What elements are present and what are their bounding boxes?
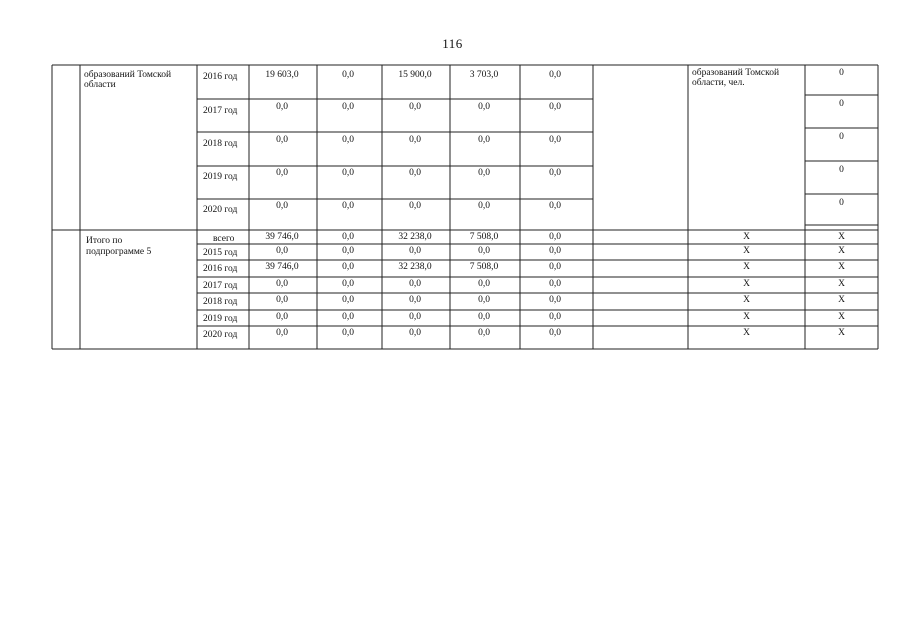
value-cell: 0,0 — [342, 328, 354, 338]
value-cell: 0,0 — [342, 232, 354, 242]
value-cell: 0,0 — [409, 102, 421, 112]
value-cell: 0,0 — [342, 70, 354, 80]
value-cell: 0,0 — [478, 201, 490, 211]
value-cell: 0,0 — [478, 328, 490, 338]
x-mark-cell: X — [743, 232, 750, 242]
year-cell: 2020 год — [203, 330, 238, 340]
value-cell: 0,0 — [276, 246, 288, 256]
value-cell: 39 746,0 — [265, 262, 299, 272]
year-cell: 2015 год — [203, 248, 238, 258]
value-cell: 0,0 — [478, 279, 490, 289]
x-mark-cell: X — [838, 312, 845, 322]
x-mark-cell: X — [743, 246, 750, 256]
year-cell: 2017 год — [203, 106, 238, 116]
value-cell: 0,0 — [478, 102, 490, 112]
value-cell: 0,0 — [549, 279, 561, 289]
value-cell: 0,0 — [478, 246, 490, 256]
value-cell: 0,0 — [549, 262, 561, 272]
indicator-value-cell: 0 — [839, 68, 844, 78]
block1-label: образований Томской области — [84, 70, 172, 90]
value-cell: 0,0 — [342, 246, 354, 256]
value-cell: 0,0 — [549, 201, 561, 211]
value-cell: 0,0 — [276, 328, 288, 338]
value-cell: 0,0 — [409, 328, 421, 338]
value-cell: 0,0 — [549, 312, 561, 322]
value-cell: 0,0 — [478, 135, 490, 145]
x-mark-cell: X — [743, 328, 750, 338]
value-cell: 0,0 — [549, 246, 561, 256]
value-cell: 0,0 — [409, 246, 421, 256]
year-cell: 2016 год — [203, 264, 238, 274]
year-cell: 2017 год — [203, 281, 238, 291]
value-cell: 15 900,0 — [398, 70, 432, 80]
value-cell: 0,0 — [409, 279, 421, 289]
value-cell: 0,0 — [549, 328, 561, 338]
value-cell: 0,0 — [549, 70, 561, 80]
indicator-value-cell: 0 — [839, 165, 844, 175]
value-cell: 0,0 — [409, 168, 421, 178]
value-cell: 32 238,0 — [398, 232, 432, 242]
indicator-value-cell: 0 — [839, 99, 844, 109]
year-cell: 2016 год — [203, 72, 238, 82]
value-cell: 0,0 — [342, 201, 354, 211]
x-mark-cell: X — [743, 262, 750, 272]
value-cell: 0,0 — [342, 262, 354, 272]
value-cell: 0,0 — [409, 312, 421, 322]
year-cell: 2020 год — [203, 205, 238, 215]
block2-label: Итого по подпрограмме 5 — [86, 236, 152, 257]
value-cell: 0,0 — [276, 135, 288, 145]
indicator-value-cell: 0 — [839, 132, 844, 142]
value-cell: 0,0 — [549, 135, 561, 145]
value-cell: 3 703,0 — [469, 70, 499, 80]
x-mark-cell: X — [838, 279, 845, 289]
page-number: 116 — [442, 36, 463, 51]
value-cell: 0,0 — [276, 312, 288, 322]
value-cell: 0,0 — [342, 102, 354, 112]
value-cell: 19 603,0 — [265, 70, 299, 80]
value-cell: 0,0 — [409, 295, 421, 305]
value-cell: 0,0 — [549, 102, 561, 112]
value-cell: 0,0 — [342, 312, 354, 322]
indicator-value-cell: 0 — [839, 198, 844, 208]
x-mark-cell: X — [743, 295, 750, 305]
x-mark-cell: X — [838, 262, 845, 272]
year-cell: 2019 год — [203, 172, 238, 182]
x-mark-cell: X — [838, 246, 845, 256]
value-cell: 0,0 — [478, 168, 490, 178]
value-cell: 7 508,0 — [469, 232, 499, 242]
x-mark-cell: X — [838, 328, 845, 338]
value-cell: 0,0 — [549, 232, 561, 242]
value-cell: 0,0 — [276, 201, 288, 211]
value-cell: 0,0 — [276, 279, 288, 289]
value-cell: 0,0 — [549, 168, 561, 178]
value-cell: 0,0 — [342, 168, 354, 178]
x-mark-cell: X — [838, 232, 845, 242]
x-mark-cell: X — [838, 295, 845, 305]
value-cell: 0,0 — [342, 295, 354, 305]
value-cell: 0,0 — [276, 295, 288, 305]
x-mark-cell: X — [743, 312, 750, 322]
value-cell: 0,0 — [549, 295, 561, 305]
value-cell: 0,0 — [342, 135, 354, 145]
year-cell: 2019 год — [203, 314, 238, 324]
value-cell: 0,0 — [409, 201, 421, 211]
year-cell: всего — [213, 234, 235, 244]
value-cell: 0,0 — [478, 295, 490, 305]
value-cell: 0,0 — [342, 279, 354, 289]
block1-indicator: образований Томской области, чел. — [692, 68, 780, 88]
value-cell: 0,0 — [409, 135, 421, 145]
x-mark-cell: X — [743, 279, 750, 289]
value-cell: 32 238,0 — [398, 262, 432, 272]
value-cell: 0,0 — [276, 168, 288, 178]
value-cell: 0,0 — [276, 102, 288, 112]
value-cell: 39 746,0 — [265, 232, 299, 242]
year-cell: 2018 год — [203, 139, 238, 149]
year-cell: 2018 год — [203, 297, 238, 307]
value-cell: 7 508,0 — [469, 262, 499, 272]
value-cell: 0,0 — [478, 312, 490, 322]
